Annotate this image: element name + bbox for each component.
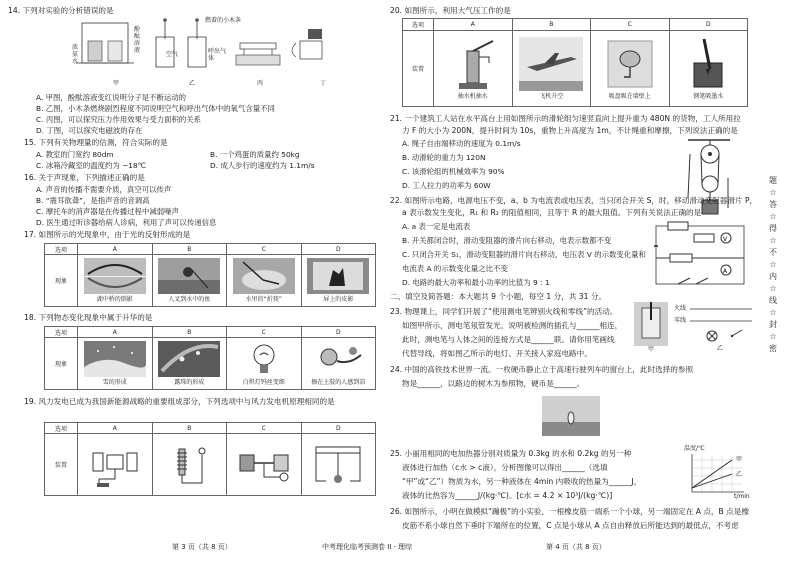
q20-table: [402, 18, 748, 107]
q19-letter-c: C: [227, 423, 302, 434]
q16-option-d: D. 医生通过听诊器给病人诊病，利用了声可以传递信息: [36, 218, 217, 227]
q17-row-image-label: 现象: [45, 255, 78, 307]
q17-letter-b: B: [152, 244, 227, 255]
q21-option-d: D. 工人拉力的功率为 60W: [402, 181, 491, 190]
q19-cell-a: [78, 434, 153, 496]
snow-image: [84, 341, 146, 377]
sidebar-char: 封: [769, 320, 777, 329]
q26-line2: 皮筋不系小球自然下垂时下端所在的位置，C 点是小球从 A 点自由释放后所能达到的最低点，不考虑: [402, 521, 739, 530]
svg-text:A: A: [723, 268, 728, 275]
q21-option-b: B. 动滑轮的重力为 120N: [402, 153, 486, 162]
circuit-diagram: [650, 220, 750, 290]
q15-option-a: A. 教室的门宽约 80dm: [36, 150, 114, 159]
svg-text:V: V: [723, 236, 728, 243]
pump-image: [441, 37, 505, 91]
q19-letter-a: A: [78, 423, 153, 434]
q14-fig-bing: 丙: [257, 80, 264, 87]
fountain-pen-image: [676, 37, 740, 91]
q17-cell-b: [152, 255, 227, 307]
q22-option-b: B. 开关都闭合时，滑动变阻器的滑片向右移动，电表示数都不变: [402, 236, 612, 245]
q23-line2: 如图甲所示，测电笔氖管发光，说明被检测的插孔与______相连，: [402, 321, 623, 330]
airplane-image: [519, 37, 583, 91]
q20-cell-b: [512, 31, 591, 107]
sidebar-char: ☆: [769, 308, 777, 317]
sidebar-char: ☆: [769, 260, 777, 269]
sidebar-char: 密: [769, 344, 777, 353]
test-pencil-image: [634, 302, 668, 346]
q18-caption-d: 擦在上肢的人感到凉: [311, 379, 366, 386]
q20-caption-a: 抽水机抽水: [457, 93, 488, 100]
sidebar-char: 得: [769, 224, 777, 233]
q14-reagent1-label: 浓氨水: [72, 44, 79, 65]
sidebar-char: ☆: [769, 284, 777, 293]
q20-letter-b: B: [512, 19, 591, 31]
q24-line2: 物是______，以路边的树木为参照物，硬币是______。: [402, 379, 585, 388]
q22-stem-line2: a 表示数发生变化，R₁ 和 R₂ 的阻值相同，且等于 R 的最大阻值。下列有关说法正确的是: [402, 208, 702, 217]
q14-option-b: B. 乙图，小木条燃烧剧烈程度不同说明空气和呼出气体中的氧气含量不同: [36, 104, 275, 113]
q18-caption-b: 露珠的形成: [174, 379, 205, 386]
section-2-heading: 二、填空及简答题：本大题共 9 个小题，每空 1 分，共 31 分。: [390, 292, 607, 301]
q20-caption-b: 飞机升空: [539, 93, 564, 100]
electromagnet-diagram: [157, 439, 221, 491]
q20-cell-c: [591, 31, 670, 107]
q19-cell-c: [227, 434, 302, 496]
q23-line4: 代替导线，将如图乙所示的电灯、开关接入家庭电路中。: [402, 349, 592, 358]
q14-air-label: 空气: [166, 51, 179, 58]
sidebar-char: 题: [769, 176, 777, 185]
pulley-system-diagram: [680, 138, 740, 218]
q20-cell-a: [434, 31, 513, 107]
sidebar-char: ☆: [769, 212, 777, 221]
q20-letter-c: C: [591, 19, 670, 31]
q20-cell-d: [669, 31, 748, 107]
page-3: [0, 0, 380, 561]
q18-cell-d: [301, 338, 376, 390]
q14-fig-jia: 甲: [113, 80, 120, 87]
q20-caption-c: 吸盘吸在墙壁上: [608, 93, 651, 100]
q18-stem: 18. 下列物态变化现象中属于升华的是: [24, 313, 153, 322]
q17-row-option-label: 选项: [45, 244, 78, 255]
q24-line1: 24. 中国的高铁技术世界一流。一枚硬币静止立于高速行驶列车的窗台上，此时选择的参照: [390, 365, 694, 374]
q25-line1: 25. 小丽用相同的电加热器分别对质量为 0.3kg 的水和 0.2kg 的另一种: [390, 449, 632, 458]
q17-cell-c: [227, 255, 302, 307]
q15-stem: 15. 下列有关物理量的估测，符合实际的是: [24, 138, 168, 147]
bent-chopsticks-image: [233, 258, 295, 294]
q18-row-image-label: 现象: [45, 338, 78, 390]
coin-on-train-image: [542, 396, 600, 436]
q18-caption-a: 雪的形成: [102, 379, 127, 386]
q23-line1: 23. 物理课上，同学们开展了“使用测电笔辨别火线和零线”的活动。: [390, 307, 618, 316]
q14-stem: 14. 下列对实验的分析错误的是: [8, 6, 114, 15]
light-bulb-image: [233, 341, 295, 377]
q23-fig-yi: 乙: [717, 345, 724, 352]
q19-cell-b: [152, 434, 227, 496]
shadow-puppet-image: [307, 258, 369, 294]
q17-letter-d: D: [301, 244, 376, 255]
q19-stem: 19. 风力发电已成为我国新能源战略的重要组成部分，下列选项中与风力发电机原理相同的是: [24, 397, 335, 406]
q18-table: [44, 326, 376, 390]
q15-option-c: C. 冰箱冷藏室的温度约为 −18℃: [36, 161, 147, 170]
live-wire-label: 火线: [674, 305, 687, 312]
q19-row-option-label: 选项: [45, 423, 78, 434]
q20-stem: 20. 如图所示，利用大气压工作的是: [390, 6, 511, 15]
q19-letter-d: D: [301, 423, 376, 434]
q21-option-a: A. 绳子自由端移动的速度为 0.1m/s: [402, 139, 521, 148]
q14-option-c: C. 丙图，可以探究压力作用效果与受力面积的关系: [36, 115, 202, 124]
q14-option-d: D. 丁图，可以探究电磁波的存在: [36, 126, 143, 135]
q16-stem: 16. 关于声现象，下列描述正确的是: [24, 173, 145, 182]
q22-option-d: D. 电路的最大功率和最小功率的比值为 9 : 1: [402, 278, 550, 287]
q21-stem-line1: 21. 一个建筑工人站在水平高台上用如图所示的滑轮组匀速竖直向上提升重为 480N 的货物，工人所用拉: [390, 114, 741, 123]
q17-cell-d: [301, 255, 376, 307]
q21-stem-line2: 力 F 的大小为 200N，提升时间为 10s，重物上升高度为 1m，不计绳重和摩擦，下列说法正确的是: [402, 126, 738, 135]
q17-caption-a: 湖中桥的倒影: [96, 296, 133, 303]
q23-line3: 此时，测电笔与人体之间的连接方式是______联。请你用笔画线: [402, 335, 615, 344]
q19-row-device-label: 装置: [45, 434, 78, 496]
q18-letter-c: C: [227, 327, 302, 338]
footer-page-4: 第 4 页（共 8 页）: [546, 543, 606, 551]
q14-stick-label: 燃着的小木条: [205, 17, 242, 24]
sidebar-char: ☆: [769, 236, 777, 245]
sidebar-char: ☆: [769, 188, 777, 197]
suction-cup-image: [598, 37, 662, 91]
q22-option-c-line1: C. 只闭合开关 S₁，滑动变阻器的滑片向右移动，电压表 V 的示数变化量和: [402, 250, 646, 259]
q17-cell-a: [78, 255, 153, 307]
q19-letter-b: B: [152, 423, 227, 434]
q22-option-a: A. a 表一定是电流表: [402, 222, 471, 231]
q26-line1: 26. 如图所示，小明在做模拟“蹦极”的小实验，一根橡皮筋一端系一个小球，另一端固定在 A 点，B 点是橡: [390, 507, 749, 516]
q25-line3: “甲”或“乙”）物质为水，另一种液体在 4min 内吸收的热量为______J，: [402, 477, 642, 486]
graph-ylabel: 温度/℃: [684, 445, 705, 452]
q18-letter-b: B: [152, 327, 227, 338]
q15-option-b: B. 一个鸡蛋的质量约 50kg: [210, 150, 300, 159]
sidebar-char: 不: [769, 248, 777, 257]
footer-page-3: 第 3 页（共 8 页）: [172, 543, 232, 551]
q25-line4: 液体的比热容为______J/(kg·℃)。[c水 = 4.2 × 10³J/(kg·℃)]: [402, 491, 613, 500]
q19-table: [44, 422, 376, 496]
q14-reagent2-label: 酚酞溶液: [134, 26, 141, 54]
q18-cell-a: [78, 338, 153, 390]
q25-line2: 液体进行加热（c水 > c液），分析图像可以得出______（选填: [402, 463, 608, 472]
q17-caption-b: 人叉到水中的鱼: [168, 296, 211, 303]
bridge-reflection-image: [84, 258, 146, 294]
alcohol-arm-image: [307, 341, 369, 377]
q20-row-device-label: 装置: [403, 31, 434, 107]
q22-stem-line1: 22. 如图所示电路，电源电压不变，a、b 为电流表或电压表，当只闭合开关 S，时，移动滑动变阻器滑片 P，: [390, 196, 758, 205]
binding-line-sidebar: [760, 175, 786, 425]
q14-fig-ding: 丁: [320, 80, 327, 87]
q20-caption-d: 钢笔吸墨水: [693, 93, 724, 100]
q18-cell-b: [152, 338, 227, 390]
q23-fig-jia: 甲: [648, 346, 655, 353]
q17-letter-a: A: [78, 244, 153, 255]
dew-image: [158, 341, 220, 377]
q15-option-d: D. 成人步行的速度约为 1.1m/s: [210, 161, 315, 170]
sidebar-char: 答: [769, 200, 777, 209]
q14-breath-label: 呼出气体: [208, 48, 227, 62]
q17-caption-d: 屏上的皮影: [323, 296, 354, 303]
q20-row-option-label: 选项: [403, 19, 434, 31]
sidebar-char: ☆: [769, 332, 777, 341]
q18-caption-c: 白炽灯钨丝变细: [242, 379, 285, 386]
generator-diagram: [232, 439, 296, 491]
q19-cell-d: [301, 434, 376, 496]
q20-letter-d: D: [669, 19, 748, 31]
sidebar-char: 线: [769, 296, 777, 305]
q16-option-b: B. “震耳欲聋”，是指声音的音调高: [36, 196, 150, 205]
q17-stem: 17. 如图所示的光现象中，由于光的反射形成的是: [24, 230, 191, 239]
q18-cell-c: [227, 338, 302, 390]
q17-table: [44, 243, 376, 307]
q18-letter-d: D: [301, 327, 376, 338]
series-label-jia: 甲: [736, 456, 743, 463]
footer-center: 中考理化临考预测卷 II · 理综: [322, 543, 413, 551]
q16-option-a: A. 声音的传播不需要介质，真空可以传声: [36, 185, 172, 194]
q16-option-c: C. 摩托车的消声器是在传播过程中减弱噪声: [36, 207, 179, 216]
fishing-image: [158, 258, 220, 294]
q14-figure: [60, 17, 340, 91]
series-label-yi: 乙: [736, 471, 743, 478]
neutral-wire-label: 零线: [674, 317, 687, 324]
home-circuit-diagram: [690, 306, 752, 348]
q21-option-c: C. 该滑轮组的机械效率为 90%: [402, 167, 505, 176]
q18-row-option-label: 选项: [45, 327, 78, 338]
q17-letter-c: C: [227, 244, 302, 255]
q14-fig-yi: 乙: [189, 80, 196, 87]
current-effect-diagram: [306, 439, 370, 491]
q18-letter-a: A: [78, 327, 153, 338]
motor-diagram: [83, 439, 147, 491]
q14-option-a: A. 甲图，酚酞溶液变红说明分子是不断运动的: [36, 93, 187, 102]
sidebar-char: 内: [769, 272, 777, 281]
q17-caption-c: 水里的“折筷”: [245, 296, 282, 303]
page-4: [384, 0, 756, 561]
q20-letter-a: A: [434, 19, 513, 31]
q22-option-c-line2: 电流表 A 的示数变化量之比不变: [402, 264, 508, 273]
graph-xlabel: t/min: [734, 493, 750, 500]
